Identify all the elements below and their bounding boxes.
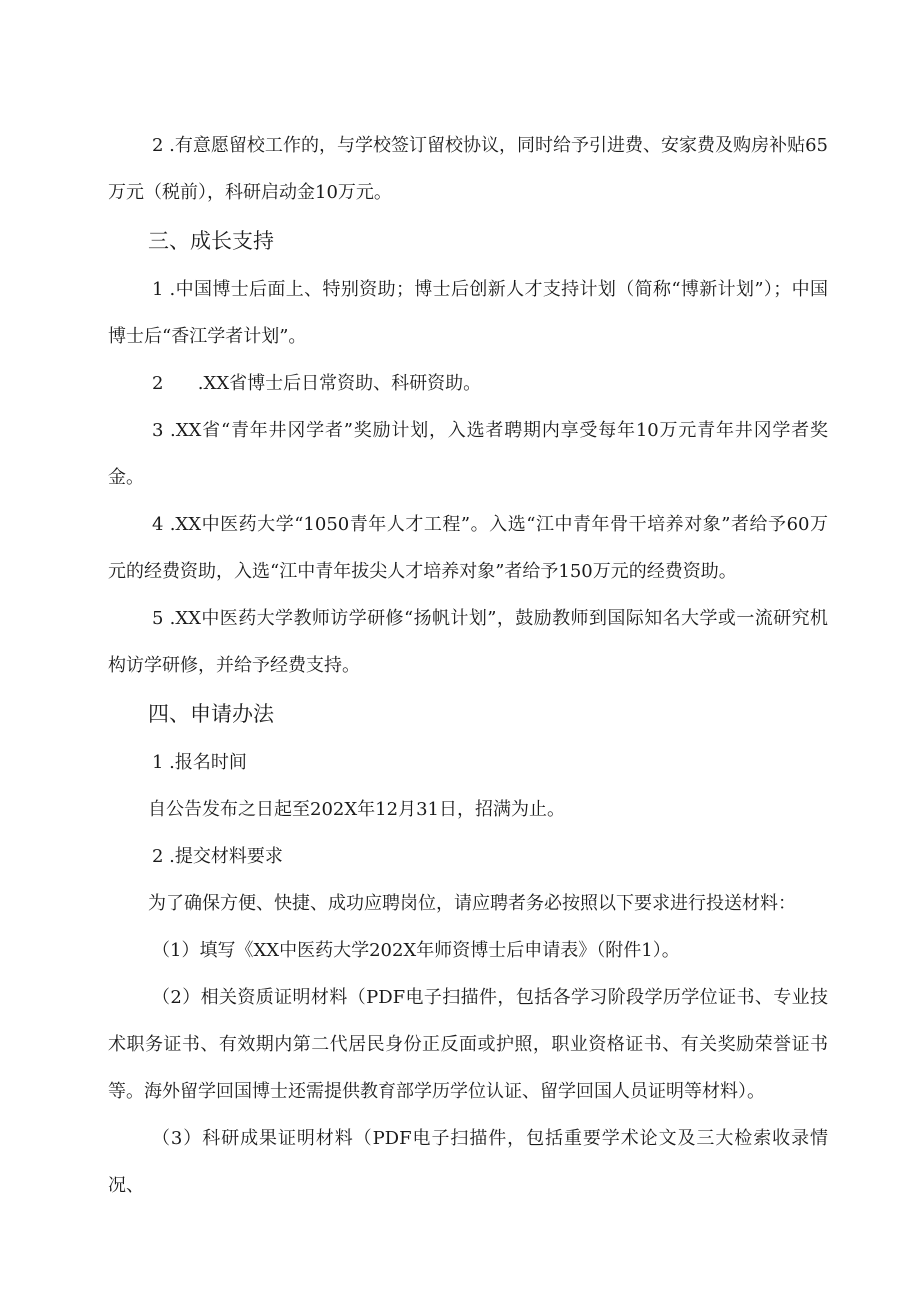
paragraph-provincial-funding: 2 .XX省博士后日常资助、科研资助。 xyxy=(152,373,482,394)
paragraph-visiting-plan: 5 .XX中医药大学教师访学研修“扬帆计划”，鼓励教师到国际知名大学或一流研究机构访学研修，并给予经费支持。 xyxy=(108,608,828,676)
paragraph-material-form: （1）填写《XX中医药大学202X年师资博士后申请表》（附件1）。 xyxy=(152,940,680,961)
paragraph-materials-heading: 2 .提交材料要求 xyxy=(152,846,283,867)
paragraph-postdoc-funding: 1 .中国博士后面上、特别资助；博士后创新人才支持计划（简称“博新计划”）；中国博士后“香江学者计划”。 xyxy=(108,279,828,347)
paragraph-registration-time: 1 .报名时间 xyxy=(152,752,247,773)
section-heading-application: 四、申请办法 xyxy=(148,702,274,726)
paragraph-material-certificates: （2）相关资质证明材料（PDF电子扫描件，包括各学习阶段学历学位证书、专业技术职务证书、有效期内第二代居民身份正反面或护照，职业资格证书、有关奖励荣誉证书等。海外留学回国博士还需提供教育部学历学位认证、留学回国人员证明等材料）。 xyxy=(108,987,828,1102)
section-heading-growth-support: 三、成长支持 xyxy=(148,229,274,253)
paragraph-talent-project: 4 .XX中医药大学“1050青年人才工程”。入选“江中青年骨干培养对象”者给予60万元的经费资助，入选“江中青年拔尖人才培养对象”者给予150万元的经费资助。 xyxy=(108,514,828,582)
paragraph-materials-intro: 为了确保方便、快捷、成功应聘岗位，请应聘者务必按照以下要求进行投送材料： xyxy=(148,893,796,914)
document-body xyxy=(108,122,828,1209)
paragraph-relocation-subsidy: 2 .有意愿留校工作的，与学校签订留校协议，同时给予引进费、安家费及购房补贴65万元（税前），科研启动金10万元。 xyxy=(108,135,828,203)
paragraph-registration-period: 自公告发布之日起至202X年12月31日，招满为止。 xyxy=(148,799,565,820)
paragraph-jinggang-scholar: 3 .XX省“青年井冈学者”奖励计划，入选者聘期内享受每年10万元青年井冈学者奖金。 xyxy=(108,420,828,488)
paragraph-material-research: （3）科研成果证明材料（PDF电子扫描件，包括重要学术论文及三大检索收录情况、 xyxy=(108,1128,828,1196)
